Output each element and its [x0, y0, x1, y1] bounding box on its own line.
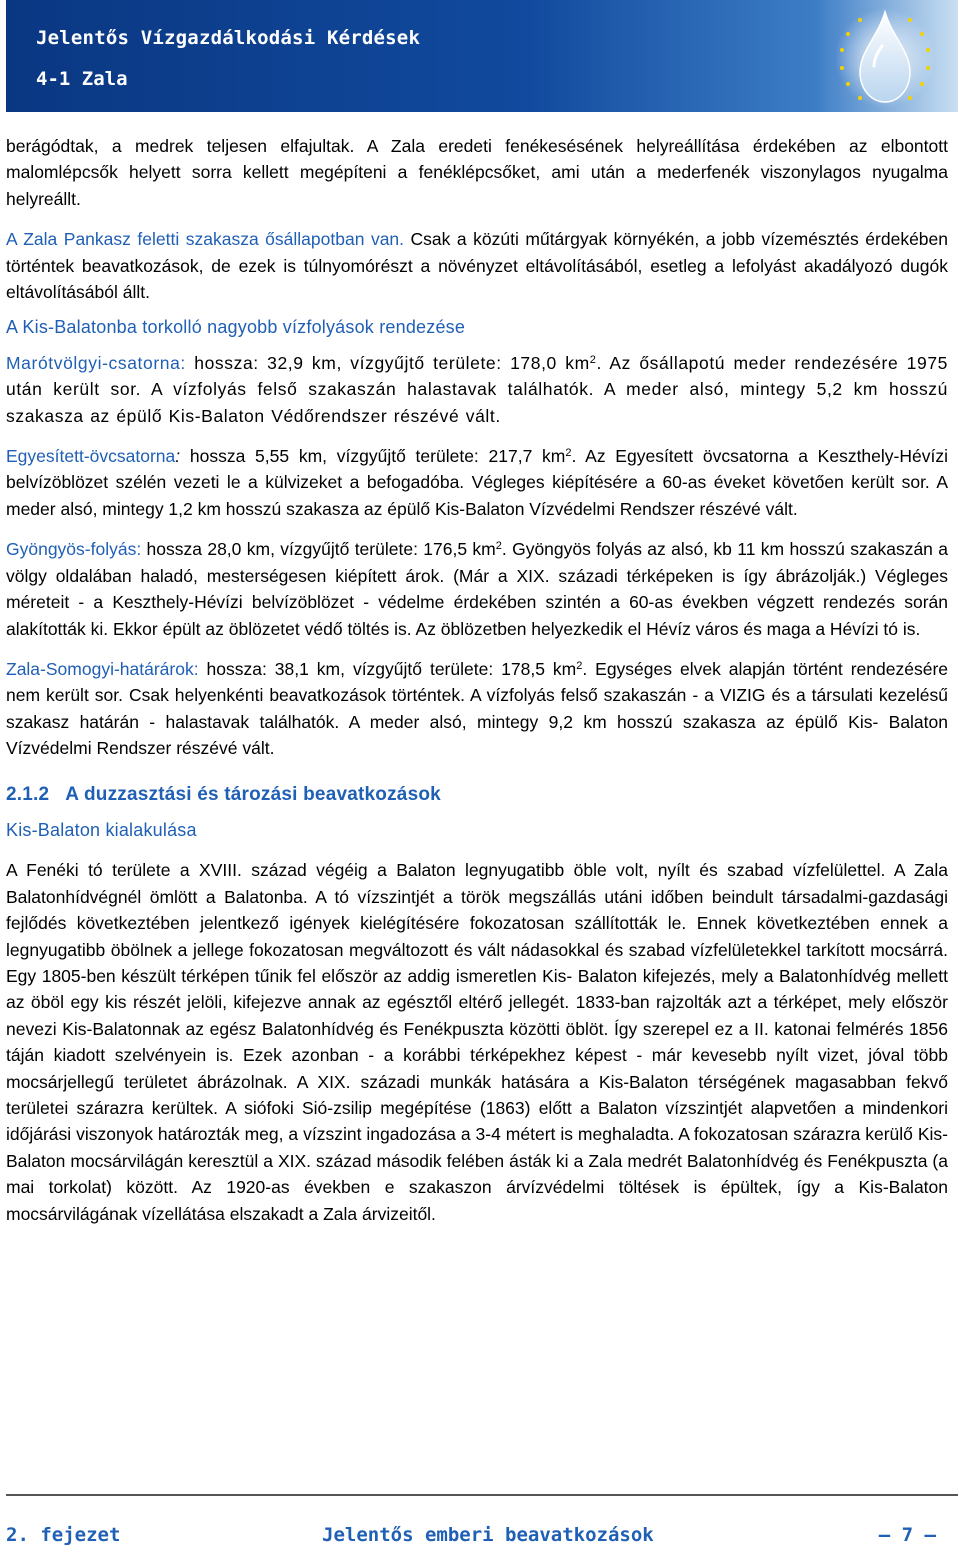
footer-title: Jelentős emberi beavatkozások	[322, 1524, 654, 1546]
header-title: Jelentős Vízgazdálkodási Kérdések	[36, 27, 421, 49]
subsection-heading	[6, 782, 948, 808]
subsection-number: 2.1.2	[6, 783, 50, 805]
page-footer	[6, 1494, 958, 1546]
river-label: Marótvölgyi-csatorna:	[6, 352, 186, 373]
kis-balaton-heading: Kis-Balaton kialakulása	[6, 819, 197, 840]
intro-paragraph: berágódtak, a medrek teljesen elfajultak. A Zala eredeti fenékesésének helyreállítása érdekében az elbontott malomlépcsők helyett sorra kellett megépíteni a fenéklépcsőket, ami után a mederfenék viszonylagos nyugalma helyreállt.	[6, 136, 948, 209]
section-heading: A Kis-Balatonba torkolló nagyobb vízfolyások rendezése	[6, 317, 466, 338]
kis-balaton-paragraph: A Fenéki tó területe a XVIII. század végéig a Balaton legnyugatibb öble volt, nyílt és szabad vízfelülettel. A Zala Balatonhídvégnél ömlött a Balatonba. A tó vízszintjét a török megszállás utáni időben beindult társadalmi-gazdasági fejlődés következtében jelentkező igények kielégítésére fokozatosan szállították le. Ennek következtében ennek a legnyugatibb öbölnek a jellege fokozatosan megváltozott és vált nádasokkal és szabad vízfelületekkel tarkított mocsárrá. Egy 1805-ben készült térképen tűnik fel először az addig ismeretlen Kis- Balaton kifejezés, mely a Balatonhídvég mellett az öböl egy kis részét jelöli, kifejezve annak az egésztől eltérő jellegét. 1833-ban rajzolták azt a térképet, mely először nevezi Kis-Balatonnak az egész Balatonhídvég és Fenékpuszta közötti öblöt. Így szerepel ez a II. katonai felmérés 1856 táján kiadott szelvényein is. Ezek azonban - a korábbi térképekhez képest - már kevesebb nyílt vizet, jóval több mocsárjellegű területet ábrázolnak. A XIX. századi munkák hatására a Kis-Balaton térségének magasabban fekvő területei szárazra kerültek. A siófoki Sió-zsilip megépítése (1863) előtt a Balaton vízszintjét alapvetően a mindenkori időjárási viszonyok határozták meg, a vízszint ingadozása a 3-4 métert is meghaladta. A fokozatosan szárazra kerülő Kis-Balaton mocsárvilágán keresztül a XIX. század második felében ásták ki a Zala medrét Balatonhídvég és Fenékpuszta (a mai torkolat) között. Az 1920-as években e szakaszon árvízvédelmi töltések is épültek, így a Kis-Balaton mocsárvilágának vízellátása elszakadt a Zala árvizeitől.	[6, 860, 948, 1224]
water-drop-icon	[830, 6, 940, 110]
footer-chapter: 2. fejezet	[6, 1524, 121, 1546]
pankasz-highlight: A Zala Pankasz feletti szakasza ősállapotban van.	[6, 229, 405, 250]
river-paragraph-zala-somogyi: Zala-Somogyi-határárok: hossza: 38,1 km, vízgyűjtő területe: 178,5 $km^2$. Egységes elvek alapján történt rendezésére nem került sor. Csak helyenkénti beavatkozások történtek. A vízfolyás felső szakaszán - a VIZIG és a társulati kezelésű szakasz határán - halastavak találhatók. A meder alsó, mintegy 9,2 km hosszú szakasza az épülő Kis- Balaton Vízvédelmi Rendszer részévé vált.	[6, 658, 949, 759]
river-paragraph-egyesitett: Egyesített-övcsatorna: hossza 5,55 km, vízgyűjtő területe: 217,7 $km^2$. Az Egyesített övcsatorna a Keszthely-Hévízi belvízöblözet szélén vezeti le a külvizeket a befogadóba. Végleges kiépítésére a 60-as éveket követően került sor. A meder alsó, mintegy 1,2 km hosszú szakasza az épülő Kis-Balaton Vízvédelmi Rendszer részévé vált.	[6, 446, 948, 519]
page-number: — 7 —	[878, 1524, 936, 1546]
subsection-title: A duzzasztási és tározási beavatkozások	[65, 783, 441, 805]
document-body	[6, 133, 948, 1227]
river-label: Gyöngyös-folyás:	[6, 539, 142, 560]
river-paragraph-gyongyos: Gyöngyös-folyás: hossza 28,0 km, vízgyűjtő területe: 176,5 $km^2$. Gyöngyös folyás az alsó, kb 11 km hosszú szakaszán a völgy oldalában haladó, mesterségesen kiépített árok. (Már a XIX. századi térképeken is így ábrázolják.) Végleges méreteit - a Keszthely-Hévízi belvízöblözet - védelme érdekében szintén a 60-as években végzett rendezés során alakították ki. Ekkor épült az öblözetet védő töltés is. Az öblözetben helyezkedik el Hévíz város és maga a Hévízi tó is.	[6, 539, 948, 639]
pankasz-text: Csak a közúti műtárgyak környékén, a jobb vízemésztés érdekében történtek beavatkozások, de ezek is túlnyomórészt a növényzet eltávolításából, esetleg a lefolyást akadályozó dugók eltávolításából állt.	[6, 229, 948, 303]
river-label: Zala-Somogyi-határárok:	[6, 658, 199, 679]
river-label: Egyesített-övcsatorna	[6, 446, 176, 467]
page-header	[6, 0, 958, 112]
pankasz-paragraph	[6, 226, 948, 305]
river-paragraph-marotvolgyi: Marótvölgyi-csatorna: hossza: 32,9 km, vízgyűjtő területe: 178,0 $km^2$. Az ősállapotú meder rendezésére 1975 után került sor. A vízfolyás felső szakaszán halastavak találhatók. A meder alsó, mintegy 5,2 km hosszú szakasza az épülő Kis-Balaton Védőrendszer részévé vált.	[6, 352, 949, 426]
header-subtitle: 4-1 Zala	[36, 68, 128, 90]
